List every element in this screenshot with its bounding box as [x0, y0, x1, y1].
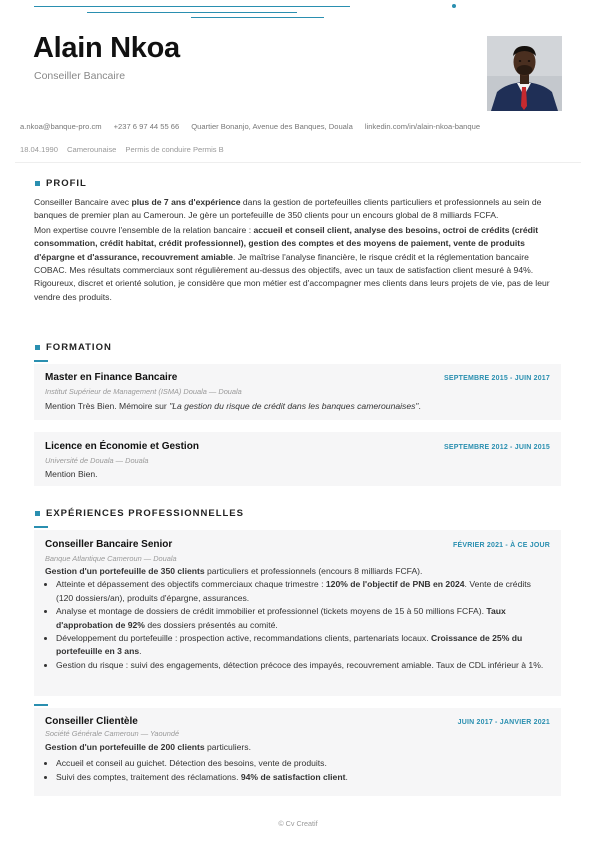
- text-run: Mention Très Bien. Mémoire sur: [45, 401, 170, 411]
- decorative-line: [87, 12, 297, 13]
- section-title-text: PROFIL: [46, 178, 87, 189]
- text-run: .: [139, 646, 142, 657]
- text-run: Gestion du risque : suivi des engagements, détection précoce des impayés, recouvrement amiable. Taux de CDL inférieur à 1%.: [56, 659, 544, 670]
- section-title-profile: [35, 178, 87, 189]
- list-item: [56, 578, 550, 605]
- experience-date: FÉVRIER 2021 - À CE JOUR: [453, 542, 550, 549]
- experience-lead: [45, 565, 550, 578]
- education-description: [45, 400, 550, 413]
- highlight-text: 120% de l'objectif de PNB en 2024: [325, 579, 465, 590]
- text-run: des dossiers présentés au comité.: [144, 619, 278, 630]
- job-title: Conseiller Bancaire: [34, 70, 126, 82]
- text-run: Accueil et conseil au guichet. Détection des besoins, vente de produits.: [56, 758, 327, 769]
- text-run: Conseiller Bancaire avec: [34, 197, 132, 207]
- decorative-line: [34, 6, 350, 7]
- section-accent: [34, 526, 48, 528]
- education-title: Master en Finance Bancaire: [45, 372, 178, 383]
- list-item: [56, 605, 550, 632]
- experience-bullets: [45, 578, 550, 672]
- experience-title: Conseiller Bancaire Senior: [45, 539, 173, 550]
- section-marker-icon: [35, 511, 40, 516]
- thesis-title: "La gestion du risque de crédit dans les banques camerounaises": [169, 401, 419, 411]
- education-date: SEPTEMBRE 2012 - JUIN 2015: [444, 444, 550, 451]
- text-run: Mon expertise couvre l'ensemble de la relation bancaire :: [34, 224, 254, 235]
- education-description: [45, 468, 550, 481]
- candidate-name: Alain Nkoa: [33, 32, 180, 64]
- text-run: particuliers et professionnels (encours 8 milliards FCFA).: [204, 566, 423, 576]
- decorative-dot: [452, 4, 456, 8]
- profile-photo-image: [487, 36, 562, 111]
- address-text: Quartier Bonanjo, Avenue des Banques, Douala: [191, 122, 353, 131]
- experience-card: [34, 530, 561, 696]
- experience-company: Société Générale Cameroun — Yaoundé: [45, 729, 180, 738]
- highlight-text: Gestion d'un portefeuille de 350 clients: [45, 566, 205, 576]
- list-item: [56, 771, 550, 784]
- text-run: Mention Bien.: [45, 469, 98, 479]
- section-accent: [34, 704, 48, 706]
- header-divider: [15, 162, 581, 163]
- text-run: . Je maîtrise l'analyse financière, le risque crédit et la réglementation bancaire COBAC. Mes résultats commerciaux sont régulièrement au-dessus des objectifs, avec un taux de satisfaction client mesuré à 94%. Rigoureux, discret et orienté solution, je considère que mon métier est d'accompagner mes clients dans leurs projets de vie, pas de leur vendre des produits.: [34, 251, 550, 302]
- highlight-text: plus de 7 ans d'expérience: [131, 197, 241, 207]
- profile-paragraph-1: [34, 196, 558, 223]
- education-date: SEPTEMBRE 2015 - JUIN 2017: [444, 375, 550, 382]
- experience-description: [45, 565, 550, 672]
- experience-card: [34, 708, 561, 796]
- nationality-text: Camerounaise: [67, 145, 117, 154]
- section-marker-icon: [35, 345, 40, 350]
- email-link[interactable]: a.nkoa@banque-pro.cm: [20, 122, 102, 131]
- highlight-text: accueil et conseil client, analyse des besoins, octroi de crédits (crédit consommation, crédit habitat, crédit professionnel), gestion des comptes et des moyens de paiement, vente de produits d'épargne et d'assurance, recouvrement amiable: [34, 224, 539, 262]
- text-run: Analyse et montage de dossiers de crédit immobilier et professionnel (tickets moyens de 15 à 50 millions FCFA).: [56, 606, 487, 617]
- highlight-text: Croissance de 25% du portefeuille en 3 ans: [56, 633, 523, 657]
- experience-description: [45, 741, 550, 784]
- text-run: .: [418, 401, 421, 411]
- section-title-experience: [35, 508, 244, 519]
- experience-title: Conseiller Clientèle: [45, 716, 138, 727]
- education-card: [34, 432, 561, 486]
- text-run: .: [345, 771, 348, 782]
- education-school: Université de Douala — Douala: [45, 456, 149, 465]
- text-run: Suivi des comptes, traitement des réclamations.: [56, 771, 241, 782]
- birthdate-text: 18.04.1990: [20, 145, 59, 154]
- text-run: Développement du portefeuille : prospection active, recommandations clients, partenariats locaux.: [56, 633, 431, 644]
- text-run: . Vente de crédits (120 dossiers/an), produits d'épargne, assurances.: [56, 579, 531, 603]
- experience-lead: [45, 741, 550, 754]
- license-text: Permis de conduire Permis B: [125, 145, 224, 154]
- profile-text: [34, 196, 558, 304]
- highlight-text: 94% de satisfaction client: [240, 771, 346, 782]
- section-title-text: EXPÉRIENCES PROFESSIONNELLES: [46, 508, 244, 519]
- profile-paragraph-2: [34, 224, 558, 304]
- text-run: particuliers.: [204, 742, 251, 752]
- experience-date: JUIN 2017 - JANVIER 2021: [457, 719, 550, 726]
- section-accent: [34, 360, 48, 362]
- highlight-text: Gestion d'un portefeuille de 200 clients: [45, 742, 205, 752]
- decorative-line: [191, 17, 324, 18]
- section-title-education: [35, 342, 112, 353]
- experience-bullets: [45, 757, 550, 784]
- section-title-text: FORMATION: [46, 342, 112, 353]
- education-school: Institut Supérieur de Management (ISMA) Douala — Douala: [45, 387, 242, 396]
- list-item: [56, 757, 550, 770]
- linkedin-link[interactable]: linkedin.com/in/alain-nkoa-banque: [364, 122, 481, 131]
- section-marker-icon: [35, 181, 40, 186]
- experience-company: Banque Atlantique Cameroun — Douala: [45, 554, 177, 563]
- footer-credit: © Cv Creatif: [278, 819, 318, 828]
- education-title: Licence en Économie et Gestion: [45, 441, 199, 452]
- text-run: Atteinte et dépassement des objectifs commerciaux chaque trimestre :: [56, 579, 326, 590]
- list-item: [56, 659, 550, 672]
- highlight-text: Taux d'approbation de 92%: [56, 606, 506, 630]
- education-card: [34, 364, 561, 420]
- text-run: dans la gestion de portefeuilles clients particuliers et professionnels au sein de banques de premier plan au Cameroun. Je gère un portefeuille de 350 clients pour un encours global de 8 milliards FCFA.: [34, 197, 542, 221]
- phone-text: +237 6 97 44 55 66: [113, 122, 180, 131]
- list-item: [56, 632, 550, 659]
- personal-info-row: [20, 145, 224, 154]
- contact-row: [20, 122, 580, 131]
- profile-photo: [487, 36, 562, 111]
